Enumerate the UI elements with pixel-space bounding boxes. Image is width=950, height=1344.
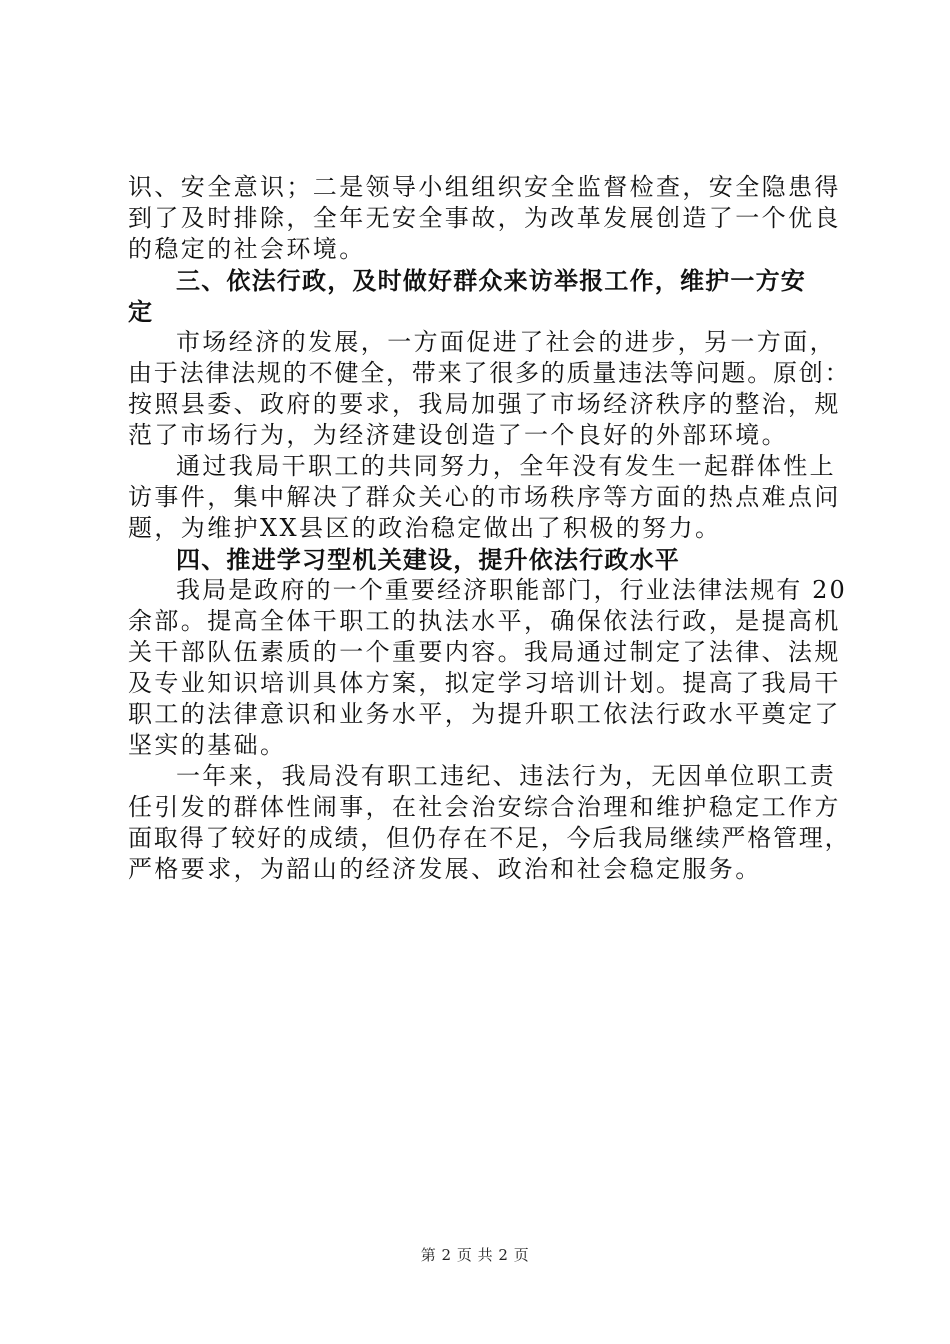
paragraph-start: 一年来，我局没有职工违纪、违法行为，无因单位职工责: [176, 762, 836, 790]
body-line: 职工的法律意识和业务水平，为提升职工依法行政水平奠定了: [128, 700, 841, 728]
body-line: 识、安全意识；二是领导小组组织安全监督检查，安全隐患得: [128, 173, 841, 201]
page-footer: 第 2 页 共 2 页: [420, 1246, 530, 1264]
section-heading-4: 四、推进学习型机关建设，提升依法行政水平: [176, 545, 680, 574]
body-line: 任引发的群体性闹事，在社会治安综合治理和维护稳定工作方: [128, 793, 841, 821]
body-line: 及专业知识培训具体方案，拟定学习培训计划。提高了我局干: [128, 669, 841, 697]
body-line: 按照县委、政府的要求，我局加强了市场经济秩序的整治，规: [128, 390, 841, 418]
body-line: 题，为维护XX县区的政治稳定做出了积极的努力。: [128, 514, 722, 542]
body-line: 关干部队伍素质的一个重要内容。我局通过制定了法律、法规: [128, 638, 841, 666]
section-heading-3-continued: 定: [128, 297, 154, 326]
body-line: 访事件，集中解决了群众关心的市场秩序等方面的热点难点问: [128, 483, 841, 511]
paragraph-start: 市场经济的发展，一方面促进了社会的进步，另一方面，: [176, 328, 836, 356]
body-line: 范了市场行为，为经济建设创造了一个良好的外部环境。: [128, 421, 788, 449]
body-line: 严格要求，为韶山的经济发展、政治和社会稳定服务。: [128, 855, 762, 883]
body-line: 面取得了较好的成绩，但仍存在不足，今后我局继续严格管理，: [128, 824, 851, 852]
paragraph-start: 我局是政府的一个重要经济职能部门，行业法律法规有 20: [176, 576, 847, 604]
document-body: [128, 172, 851, 885]
paragraph-start: 通过我局干职工的共同努力，全年没有发生一起群体性上: [176, 452, 836, 480]
body-line: 坚实的基础。: [128, 731, 287, 759]
body-line: 余部。提高全体干职工的执法水平，确保依法行政，是提高机: [128, 607, 841, 635]
body-line: 的稳定的社会环境。: [128, 235, 366, 263]
section-heading-3: 三、依法行政，及时做好群众来访举报工作，维护一方安: [176, 266, 806, 295]
body-line: 由于法律法规的不健全，带来了很多的质量违法等问题。原创：: [128, 359, 851, 387]
body-line: 到了及时排除，全年无安全事故，为改革发展创造了一个优良: [128, 204, 841, 232]
